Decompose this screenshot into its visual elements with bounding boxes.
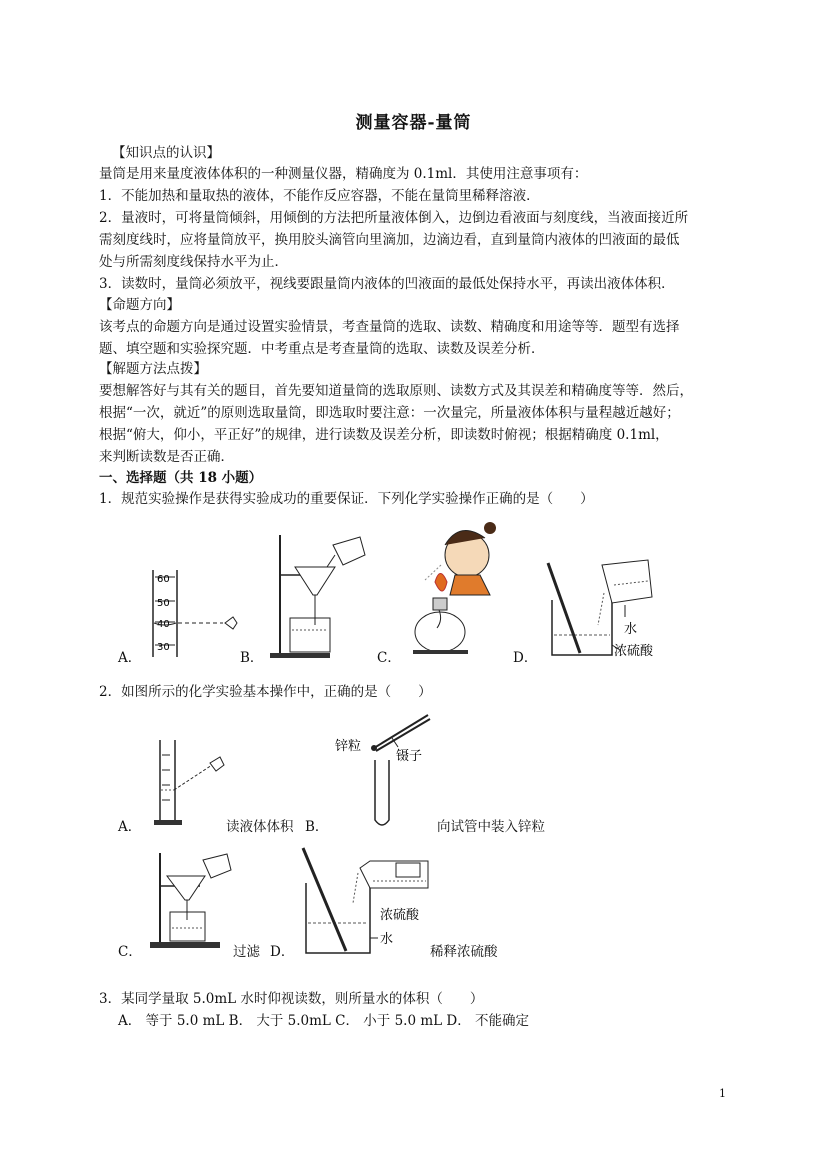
method-heading: 【解题方法点拨】 [99,361,207,377]
q2-dilution-figure [298,843,438,958]
page-title: 测量容器-量筒 [355,113,472,133]
q1-option-b-label: B． [240,650,264,666]
knowledge-line-1: 量筒是用来量度液体体积的一种测量仪器，精确度为 0.1ml．其使用注意事项有： [99,166,588,182]
q1-option-a-label: A． [118,650,142,666]
q1-scale-30: 30 [157,642,170,653]
direction-line-2: 题、填空题和实验探究题．中考重点是考查量筒的选取、读数及误差分析． [99,341,545,357]
q2-zinc-label: 锌粒 [335,739,362,754]
q1-water-label: 水 [624,622,638,637]
direction-line-1: 该考点的命题方向是通过设置实验情景，考查量筒的选取、读数、精确度和用途等等．题型有选择 [99,319,680,335]
q2-option-d-label: D． [270,944,295,960]
q1-stem: 1．规范实验操作是获得实验成功的重要保证．下列化学实验操作正确的是（ ） [99,491,594,507]
method-line-4: 来判断读数是否正确． [99,449,234,465]
q1-scale-40: 40 [157,619,170,630]
knowledge-line-4: 需刻度线时，应将量筒放平，换用胶头滴管向里滴加，边滴边看，直到量筒内液体的凹液面的最低 [99,232,680,248]
q1-scale-60: 60 [157,574,170,585]
q1-acid-label: 浓硫酸 [614,644,654,659]
q1-option-d-label: D． [513,650,538,666]
q2-option-b-label: B． [305,819,329,835]
q2-reading-cylinder-figure [150,735,230,835]
knowledge-line-5: 处与所需刻度线保持水平为止． [99,254,288,270]
q1-graduated-cylinder-figure [145,565,240,660]
q2-option-b-text: 向试管中装入锌粒 [437,819,545,835]
q3-stem: 3．某同学量取 5.0mL 水时仰视读数，则所量水的体积（ ） [99,991,484,1007]
section-heading: 一、选择题（共 18 小题） [99,470,263,486]
method-line-3: 根据“俯大，仰小，平正好”的规律，进行读数及误差分析，即读数时俯视；根据精确度 0.1ml， [99,427,669,443]
method-line-1: 要想解答好与其有关的题目，首先要知道量筒的选取原则、读数方式及其误差和精确度等等．然后， [99,383,693,399]
q1-filtration-figure [265,525,375,660]
q1-scale-50: 50 [157,598,170,609]
q1-option-c-label: C． [377,650,401,666]
eye-icon [225,617,237,629]
direction-heading: 【命题方向】 [99,297,180,313]
q2-option-a-text: 读液体体积 [226,819,294,835]
q2-option-c-label: C． [118,944,142,960]
q1-dilution-figure [540,555,690,660]
q2-option-c-text: 过滤 [233,944,260,960]
knowledge-line-2: 1．不能加热和量取热的液体，不能作反应容器，不能在量筒里稀释溶液． [99,188,540,204]
q2-filtration-figure [145,848,235,953]
q2-option-d-text: 稀释浓硫酸 [430,944,498,960]
q2-stem: 2．如图所示的化学实验基本操作中，正确的是（ ） [99,684,432,700]
q2-tweezers-label: 镊子 [396,749,423,764]
q2-water-label: 水 [380,932,394,947]
knowledge-line-6: 3．读数时，量筒必须放平，视线要跟量筒内液体的凹液面的最低处保持水平，再读出液体体积． [99,276,675,292]
q1-alcohol-lamp-figure [405,520,505,660]
q3-options: A． 等于 5.0 mL B． 大于 5.0mL C． 小于 5.0 mL D． 不能确定 [118,1013,530,1029]
q2-option-a-label: A． [118,819,142,835]
method-line-2: 根据“一次，就近”的原则选取量筒，即选取时要注意：一次量完，所量液体体积与量程越近越好； [99,405,680,421]
q2-acid-label: 浓硫酸 [380,908,420,923]
knowledge-heading: 【知识点的认识】 [112,145,220,161]
q2-zinc-test-tube-figure [330,705,440,835]
q2-eye-icon [210,757,224,771]
knowledge-line-3: 2．量液时，可将量筒倾斜，用倾倒的方法把所量液体倒入，边倒边看液面与刻度线，当液面接近所 [99,210,689,226]
page-number: 1 [719,1087,726,1100]
